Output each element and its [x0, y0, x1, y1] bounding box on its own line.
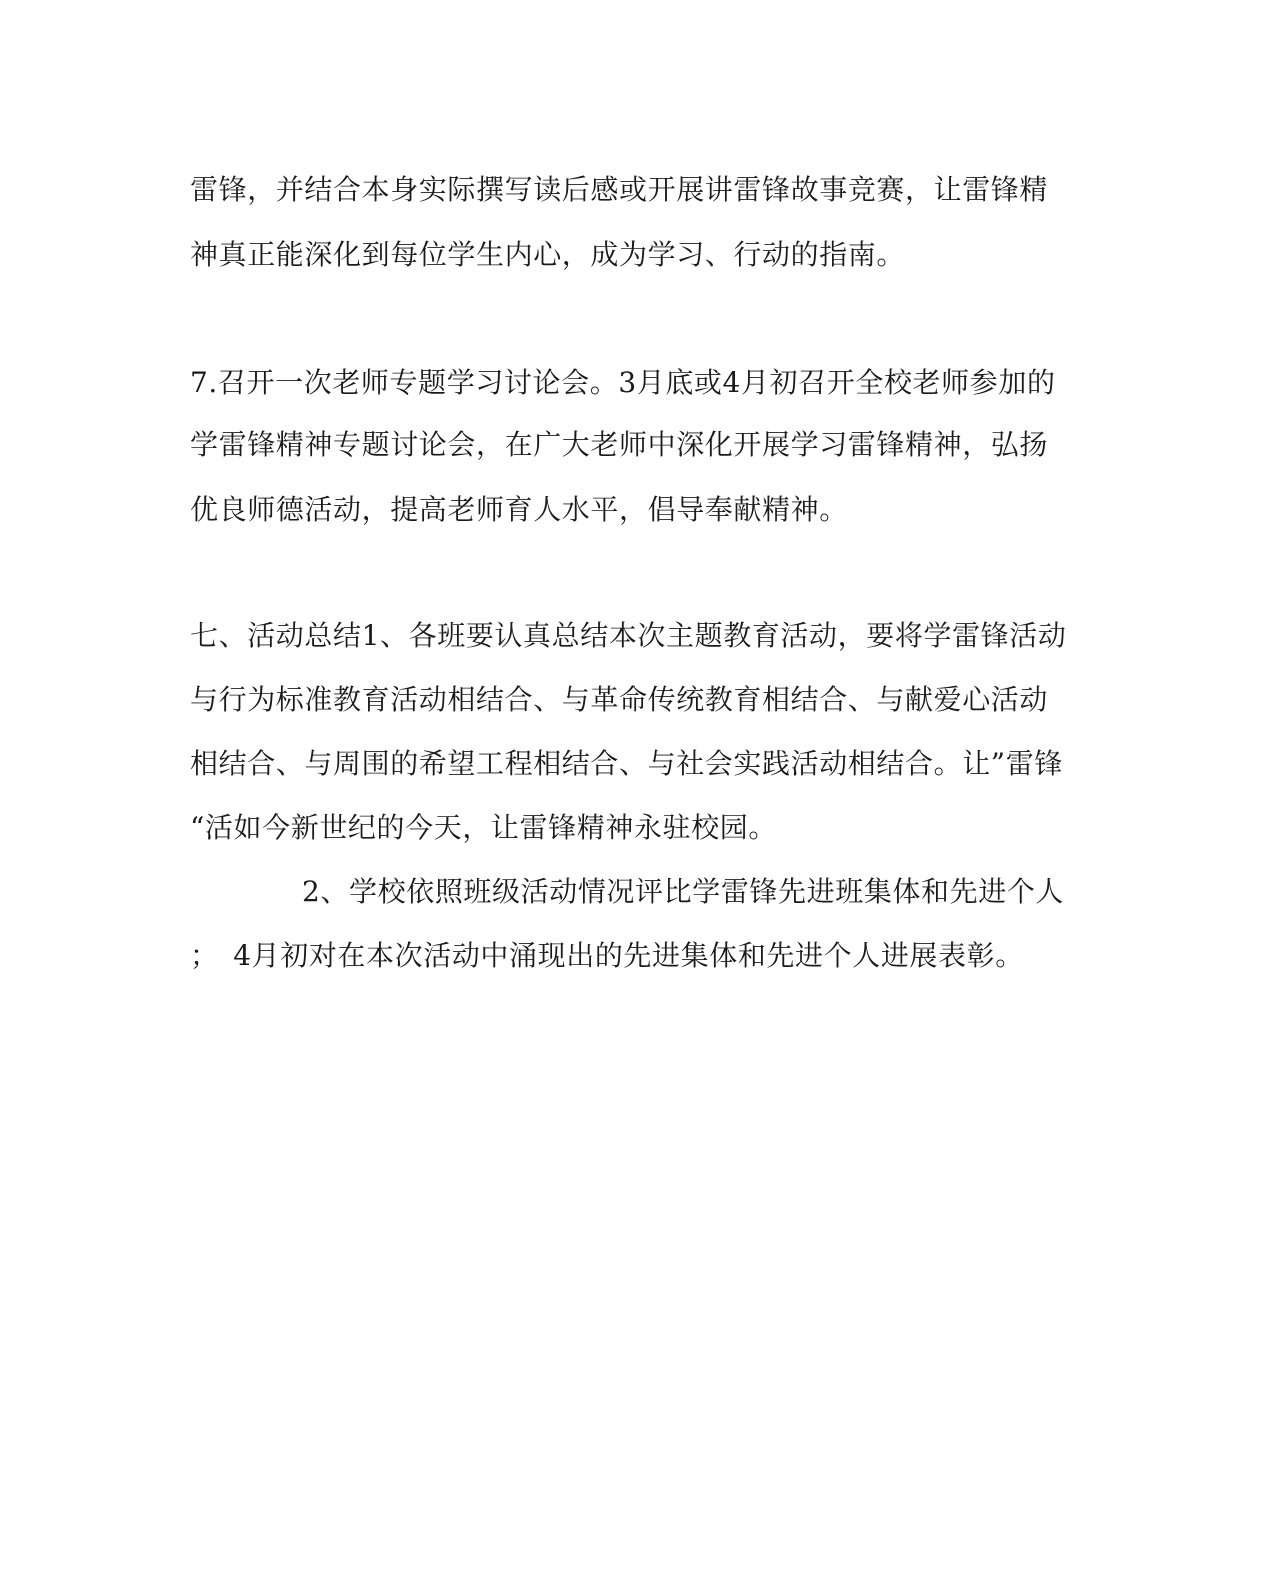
paragraph-line: “活如今新世纪的今天，让雷锋精神永驻校园。: [190, 811, 777, 844]
paragraph-line: 优良师德活动，提高老师育人水平，倡导奉献精神。: [190, 493, 848, 526]
paragraph-line: 七、活动总结1、各班要认真总结本次主题教育活动，要将学雷锋活动: [190, 619, 1067, 652]
paragraph-line: 与行为标准教育活动相结合、与革命传统教育相结合、与献爱心活动: [190, 683, 1049, 716]
paragraph-line: 神真正能深化到每位学生内心，成为学习、行动的指南。: [190, 238, 906, 271]
paragraph-line: 2、学校依照班级活动情况评比学雷锋先进班集体和先进个人: [302, 875, 1065, 908]
paragraph-line: ； 4月初对在本次活动中涌现出的先进集体和先进个人进展表彰。: [190, 939, 1024, 972]
paragraph-line: 7.召开一次老师专题学习讨论会。3月底或4月初召开全校老师参加的: [190, 366, 1056, 399]
paragraph-line: 学雷锋精神专题讨论会，在广大老师中深化开展学习雷锋精神，弘扬: [190, 428, 1049, 461]
paragraph-line: 雷锋，并结合本身实际撰写读后感或开展讲雷锋故事竞赛，让雷锋精: [190, 173, 1049, 206]
paragraph-line: 相结合、与周围的希望工程相结合、与社会实践活动相结合。让”雷锋: [190, 747, 1063, 780]
